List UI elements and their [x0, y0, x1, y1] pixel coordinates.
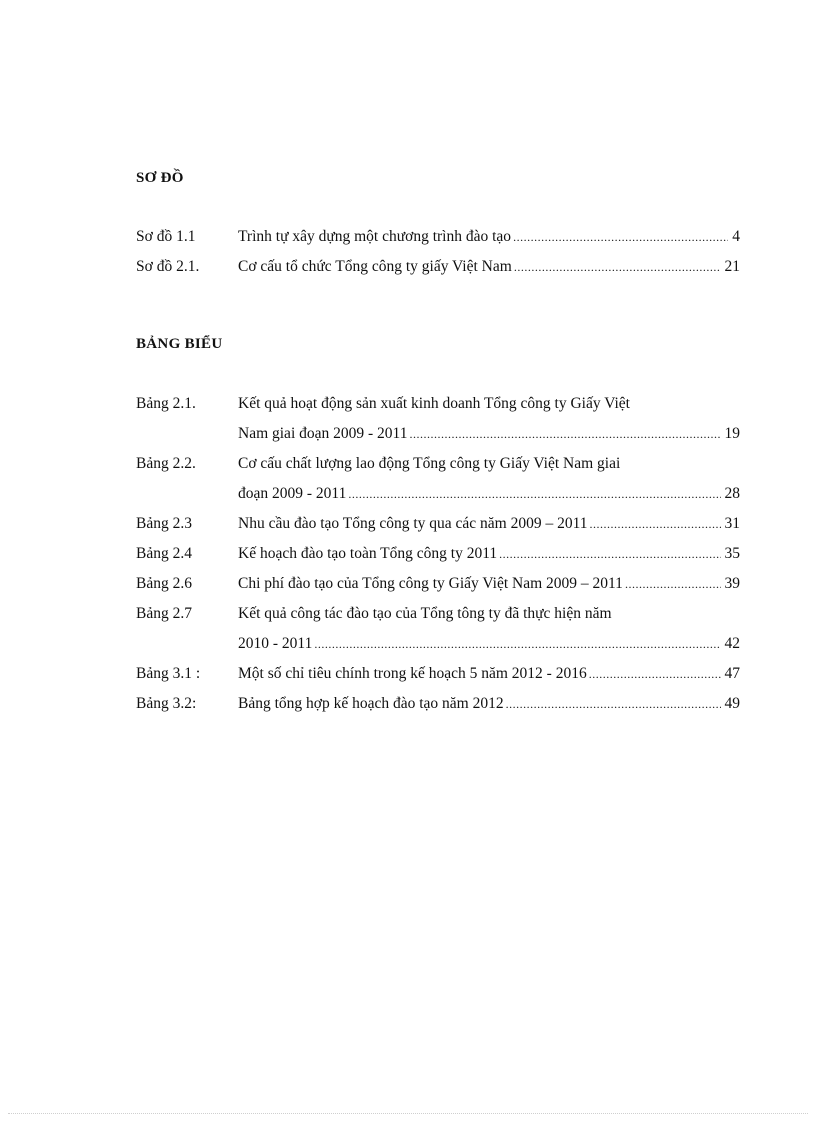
dot-leader: [590, 509, 721, 539]
toc-entry-body: [238, 509, 740, 539]
toc-page-number: 42: [724, 635, 740, 652]
toc-entry-title: Chi phí đào tạo của Tổng công ty Giấy Việt Nam 2009 – 2011: [238, 575, 623, 592]
tables-heading: BẢNG BIỂU: [136, 336, 223, 352]
toc-entry-line: [238, 419, 740, 449]
toc-entry-title: đoạn 2009 - 2011: [238, 485, 347, 502]
toc-entry: [136, 689, 740, 719]
toc-entry-body: [238, 659, 740, 689]
toc-entry-line: [238, 599, 740, 629]
dot-leader: [314, 629, 720, 659]
toc-entry-body: [238, 449, 740, 509]
toc-page-number: 39: [724, 575, 740, 592]
toc-entry-line: [238, 449, 740, 479]
toc-entry-body: [238, 389, 740, 449]
toc-entry: [136, 509, 740, 539]
toc-entry-line: [238, 629, 740, 659]
toc-entry-title: Kết quả công tác đào tạo của Tổng tông ty đã thực hiện năm: [238, 605, 612, 622]
toc-entry-title: Nhu cầu đào tạo Tổng công ty qua các năm 2009 – 2011: [238, 515, 588, 532]
toc-entry: [136, 659, 740, 689]
toc-page-number: 19: [724, 425, 740, 442]
toc-entry-label: Sơ đồ 1.1: [136, 228, 196, 245]
toc-entry-line: [238, 479, 740, 509]
toc-entry-body: [238, 689, 740, 719]
toc-entry-line: [238, 252, 740, 282]
toc-entry: [136, 389, 740, 449]
toc-entry-label: Bảng 3.1 :: [136, 665, 201, 682]
toc-entry-title: Cơ cấu chất lượng lao động Tổng công ty Giấy Việt Nam giai: [238, 455, 621, 472]
toc-entry-title: Trình tự xây dựng một chương trình đào tạo: [238, 228, 512, 245]
toc-page-number: 47: [724, 665, 740, 682]
toc-entry-label: Bảng 2.4: [136, 545, 192, 562]
toc-entry-label: Sơ đồ 2.1.: [136, 258, 200, 275]
toc-entry-label: Bảng 3.2:: [136, 695, 197, 712]
toc-entry-line: [238, 509, 740, 539]
dot-leader: [506, 689, 721, 719]
tables-list: [136, 389, 740, 719]
toc-entry-label: Bảng 2.6: [136, 575, 192, 592]
toc-entry-label: Bảng 2.3: [136, 515, 192, 532]
toc-page-number: 21: [724, 258, 740, 275]
toc-entry-line: [238, 689, 740, 719]
dot-leader: [589, 659, 721, 689]
toc-entry-title: Một số chỉ tiêu chính trong kế hoạch 5 năm 2012 - 2016: [238, 665, 587, 682]
toc-page-number: 49: [724, 695, 740, 712]
toc-entry: [136, 449, 740, 509]
toc-entry-line: [238, 569, 740, 599]
toc-entry-line: [238, 389, 740, 419]
dot-leader: [513, 222, 728, 252]
toc-page-number: 35: [724, 545, 740, 562]
dot-leader: [409, 419, 720, 449]
toc-entry-body: [238, 252, 740, 282]
toc-entry-title: Cơ cấu tổ chức Tổng công ty giấy Việt Nam: [238, 258, 512, 275]
toc-page-number: 28: [724, 485, 740, 502]
toc-entry-title: Bảng tổng hợp kế hoạch đào tạo năm 2012: [238, 695, 504, 712]
toc-entry: [136, 539, 740, 569]
toc-entry-title: Kết quả hoạt động sản xuất kinh doanh Tổng công ty Giấy Việt: [238, 395, 630, 412]
toc-entry: [136, 569, 740, 599]
toc-entry-line: [238, 659, 740, 689]
toc-page-number: 31: [724, 515, 740, 532]
toc-entry-label: Bảng 2.2.: [136, 455, 196, 472]
dot-leader: [625, 569, 721, 599]
toc-entry-line: [238, 222, 740, 252]
toc-entry-title: Nam giai đoạn 2009 - 2011: [238, 425, 408, 442]
page-bottom-rule: [8, 1113, 808, 1114]
toc-entry: [136, 222, 740, 252]
toc-entry-body: [238, 569, 740, 599]
toc-entry: [136, 599, 740, 659]
dot-leader: [499, 539, 720, 569]
toc-entry-title: 2010 - 2011: [238, 635, 313, 652]
toc-entry-body: [238, 599, 740, 659]
toc-entry-label: Bảng 2.1.: [136, 395, 196, 412]
toc-entry: [136, 252, 740, 282]
toc-page-number: 4: [732, 228, 740, 245]
toc-entry-label: Bảng 2.7: [136, 605, 192, 622]
dot-leader: [514, 252, 721, 282]
toc-entry-body: [238, 539, 740, 569]
dot-leader: [348, 479, 720, 509]
toc-entry-body: [238, 222, 740, 252]
diagrams-heading: SƠ ĐỒ: [136, 170, 184, 186]
toc-entry-title: Kế hoạch đào tạo toàn Tổng công ty 2011: [238, 545, 498, 562]
toc-entry-line: [238, 539, 740, 569]
diagrams-list: [136, 222, 740, 282]
